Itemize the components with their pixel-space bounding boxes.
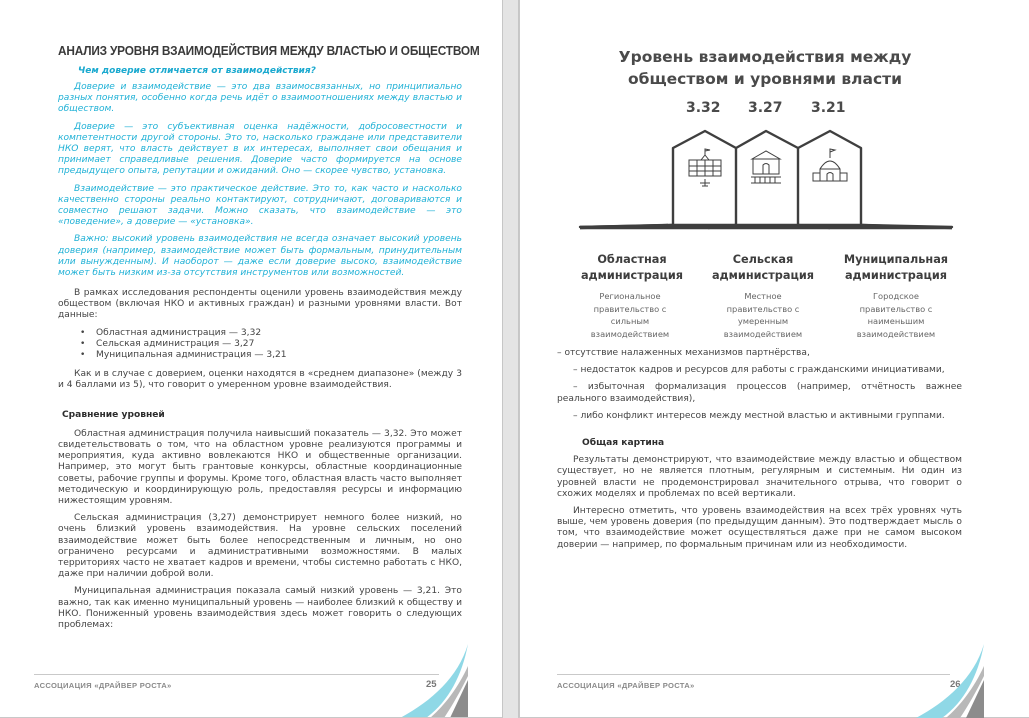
level-name-line: Муниципальная — [843, 253, 949, 266]
list-item: • Муниципальная администрация — 3,21 — [96, 350, 462, 361]
paragraph: Взаимодействие — это практическое действие. Это то, как часто и насколько качественно стороны реально контактируют, сотрудничают, договариваются и совместно решают задачи. Можно сказать, что взаимодействие — это «поведение», а доверие — «установка». — [58, 183, 462, 228]
swoosh-logo-icon — [400, 640, 470, 718]
page-number: 26 — [950, 679, 961, 690]
definition-block — [58, 82, 462, 285]
regional-government-building-icon — [689, 149, 721, 186]
list-item: • Сельская администрация — 3,27 — [96, 339, 462, 350]
paragraph: Результаты демонстрируют, что взаимодействие между властью и обществом существует, но не является плотным, регулярным и системным. Ни один из уровней власти не продемонстрировал значительного отрыва, что говорит о схожих моделях и проблемах по всей вертикали. — [557, 455, 962, 499]
level-name-municipal — [832, 252, 960, 284]
municipal-capitol-building-icon — [813, 149, 847, 181]
paragraph: Муниципальная администрация показала самый низкий уровень — 3,21. Это важно, так как именно муниципальный уровень — наиболее близкий к обществу и НКО. Пониженный уровень взаимодействия здесь может говорить о следующих проблемах: — [58, 586, 462, 631]
paragraph: Доверие и взаимодействие — это два взаимосвязанных, но принципиально разных понятия, особенно когда речь идёт о взаимоотношениях между властью и обществом. — [58, 82, 462, 115]
level-name-line: администрация — [844, 269, 948, 282]
level-desc-regional — [570, 290, 690, 340]
desc-line: правительство с — [593, 303, 667, 314]
level-name-rural — [699, 252, 827, 284]
level-name-line: администрация — [580, 269, 684, 282]
desc-line: взаимодействием — [723, 328, 803, 339]
problems-block — [557, 348, 962, 557]
level-desc-municipal — [836, 290, 956, 340]
page-number: 25 — [426, 679, 437, 690]
desc-line: умеренным — [737, 316, 789, 327]
desc-line: Местное — [744, 291, 782, 301]
desc-line: Городское — [873, 291, 919, 301]
footer-organization: АССОЦИАЦИЯ «ДРАЙВЕР РОСТА» — [557, 681, 695, 690]
desc-line: Региональное — [599, 291, 661, 301]
score-regional: 3.32 — [686, 100, 721, 116]
problem-item: – отсутствие налаженных механизмов партнёрства, — [557, 348, 810, 358]
level-name-line: администрация — [711, 269, 815, 282]
problem-item: – избыточная формализация процессов (например, отчётность важнее реального взаимодействия), — [557, 382, 962, 404]
problem-item: – недостаток кадров и ресурсов для работы с гражданскими инициативами, — [573, 365, 945, 376]
intro-paragraph: В рамках исследования респонденты оценили уровень взаимодействия между обществом (включая НКО и активных граждан) и разными уровнями власти. Вот данные: — [58, 288, 462, 321]
level-name-line: Сельская — [732, 253, 794, 266]
level-name-regional — [568, 252, 696, 284]
footer-organization: АССОЦИАЦИЯ «ДРАЙВЕР РОСТА» — [34, 681, 172, 690]
swoosh-logo-icon — [916, 640, 986, 718]
infographic-title — [560, 46, 970, 90]
desc-line: правительство с — [859, 303, 933, 314]
paragraph: Областная администрация получила наивысший показатель — 3,32. Это может свидетельствовать о том, что на областном уровне реализуются программы и мероприятия, куда активно вовлекаются НКО и общественные организации. Например, это могут быть грантовые конкурсы, областные координационные советы, рабочие группы и форумы. Кроме того, областная власть часто выполняет методическую и координирующую роль, предоставляя ресурсы и информацию нижестоящим уровням. — [58, 428, 462, 507]
important-note: Важно: высокий уровень взаимодействия не всегда означает высокий уровень доверия (например, взаимодействие может быть формальным, принудительным или вынужденным). И наоборот — даже если доверие высоко, взаимодействие может быть низким из-за отсутствия инструментов или возможностей. — [58, 234, 462, 279]
score-rural: 3.27 — [748, 100, 783, 116]
desc-line: сильным — [610, 316, 650, 327]
page-heading: АНАЛИЗ УРОВНЯ ВЗАИМОДЕЙСТВИЯ МЕЖДУ ВЛАСТЬЮ И ОБЩЕСТВОМ — [58, 44, 480, 58]
desc-line: взаимодействием — [590, 328, 670, 339]
desc-line: взаимодействием — [856, 328, 936, 339]
problem-item: – либо конфликт интересов между местной властью и активными группами. — [573, 410, 945, 421]
footer-divider — [557, 674, 950, 675]
paragraph: Доверие — это субъективная оценка надёжности, добросовестности и компетентности другой стороны. Это то, насколько граждане или представители НКО верят, что власть действует в их интересах, выполняет свои обещания и принимает справедливые решения. Доверие часто формируется на основе предыдущего опыта, репутации и ожиданий. Оно — скорее чувство, установка. — [58, 121, 462, 177]
list-item: • Областная администрация — 3,32 — [96, 328, 462, 339]
desc-line: наименьшим — [867, 316, 925, 327]
paragraph: Интересно отметить, что уровень взаимодействия на всех трёх уровнях чуть выше, чем уровень доверия (по предыдущим данным). Это подтверждает мысль о том, что взаимодействие может осуществляться даже при не самом высоком доверии — например, по формальным причинам или из необходимости. — [557, 506, 962, 550]
footer-divider — [34, 674, 439, 675]
score-municipal: 3.21 — [811, 100, 846, 116]
paragraph: Сельская администрация (3,27) демонстрирует немного более низкий, но очень близкий уровень взаимодействия. На уровне сельских поселений взаимодействие может быть более непосредственным и личным, но оно ограничено ресурсами и административными возможностями. В малых территориях часто не хватает кадров и времени, чтобы системно работать с НКО, даже при наличии доброй воли. — [58, 513, 462, 580]
body-block — [58, 288, 462, 637]
rural-hall-building-icon — [751, 151, 781, 183]
infographic-title-line: Уровень взаимодействия между — [618, 48, 912, 66]
infographic-title-line: обществом и уровнями власти — [628, 70, 902, 88]
subquestion-heading: Чем доверие отличается от взаимодействия? — [78, 66, 316, 76]
scores-list — [96, 328, 462, 362]
level-desc-rural — [703, 290, 823, 340]
paragraph: Как и в случае с доверием, оценки находятся в «среднем диапазоне» (между 3 и 4 баллами из 5), что говорит о умеренном уровне взаимодействия. — [58, 369, 462, 391]
page-25 — [0, 0, 502, 718]
page-gutter — [502, 0, 519, 718]
section-title: Сравнение уровней — [62, 409, 165, 420]
infographic-houses-diagram — [560, 125, 970, 235]
level-name-line: Областная — [597, 253, 667, 266]
section-title: Общая картина — [582, 438, 665, 449]
desc-line: правительство с — [726, 303, 800, 314]
